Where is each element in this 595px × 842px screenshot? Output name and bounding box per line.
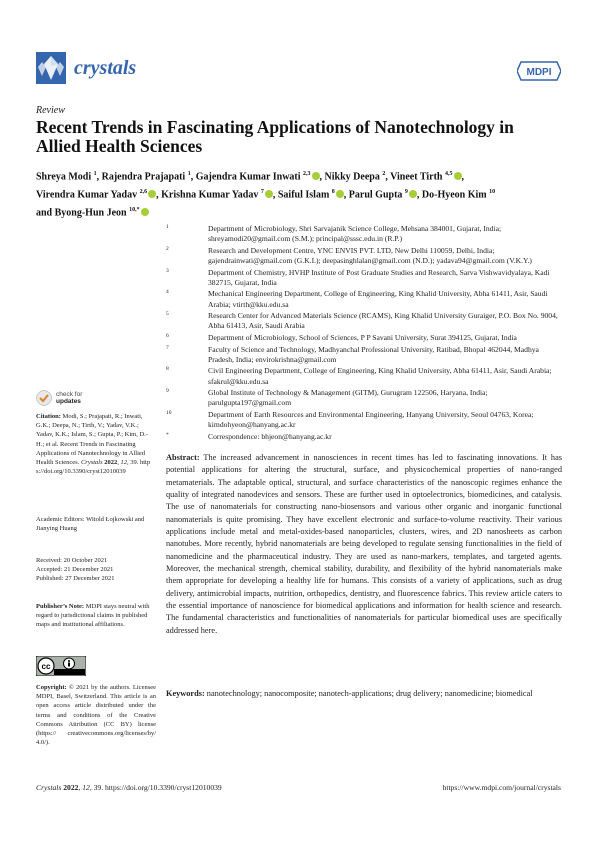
author-name: Virendra Kumar Yadav (36, 189, 138, 201)
affiliation-item (166, 366, 566, 386)
article-type: Review (36, 105, 65, 116)
affiliation-item (166, 289, 566, 309)
creative-commons-by-icon[interactable] (36, 656, 86, 676)
author-separator: , (461, 171, 464, 183)
check-for-updates-badge[interactable] (36, 390, 82, 406)
orcid-icon[interactable] (336, 190, 344, 198)
affiliation-item (166, 333, 566, 343)
author-separator: , (416, 189, 422, 201)
orcid-icon[interactable] (141, 208, 149, 216)
affiliation-number: 6 (166, 332, 169, 339)
author-separator: , (156, 189, 162, 201)
affiliation-number: 9 (166, 388, 169, 395)
author-name: Vineet Tirth (390, 171, 443, 183)
affiliation-number: 4 (166, 289, 169, 296)
affiliation-text: Research and Development Centre, YNC ENVIS PVT. LTD, New Delhi 110059, Delhi, India; gajendrainwati@gmail.com (G.K.I.); deepasinghlalan@gmail.com (N.D.); yadava94@gmail.com (V.K.Y.) (208, 245, 532, 265)
author-name: Nikky Deepa (324, 171, 380, 183)
author-name: Shreya Modi (36, 171, 92, 183)
affiliation-text: Research Center for Advanced Materials Science (RCAMS), King Khalid University Guraiger, P.O. Box No. 9004, Abha 61413, Asir, Saudi Arabia (208, 311, 558, 331)
copyright-text: © 2021 by the authors. Licensee MDPI, Basel, Switzerland. This article is an open access article distributed under the terms and conditions of the Creative Commons Attribution (CC BY) license (https:// creativecommons.org/licenses/by/ 4.0/). (36, 684, 156, 747)
affiliation-item (166, 311, 566, 331)
orcid-icon[interactable] (265, 190, 273, 198)
affiliation-number: 8 (166, 366, 169, 373)
affiliation-number: 2 (166, 245, 169, 252)
affiliation-item (166, 268, 566, 288)
affiliation-text: Civil Engineering Department, College of Engineering, King Khalid University, Abha 61411, Asir, Saudi Arabia; sfakrul@kku.edu.sa (208, 366, 552, 386)
affiliation-number: * (166, 431, 169, 438)
keywords (166, 688, 562, 700)
footer-journal-url[interactable]: https://www.mdpi.com/journal/crystals (442, 783, 561, 792)
svg-text:cc: cc (41, 662, 51, 671)
affiliation-text: Department of Microbiology, Shri Sarvajanik Science College, Mehsana 384001, Gujarat, India; shreyamodi20@gmail.com (S.M.); principal@sssc.edu.in (R.P.) (208, 224, 502, 244)
citation-authors: Modi, S.; Prajapati, R.; Inwati, G.K.; Deepa, N.; Tirth, V.; Yadav, V.K.; Yadav, K.K.; Islam, S.; Gupta, P.; Kim, D.-H.; et al. Recent Trends in Fascinating Applications of Nanotechnology in Allied Health Sciences. (36, 413, 148, 467)
article-title: Recent Trends in Fascinating Applications of Nanotechnology in Allied Health Sciences (36, 117, 514, 156)
orcid-icon[interactable] (312, 172, 320, 180)
author-affiliation-sup: 4,5 (445, 171, 453, 177)
affiliation-text: Global Institute of Technology & Management (GITM), Gurugram 122506, Haryana, India; parulgupta197@gmail.com (208, 388, 488, 408)
author-affiliation-sup: 10,* (129, 206, 140, 213)
author-affiliation-sup: 1 (93, 171, 97, 177)
author-name: Saiful Islam (277, 189, 330, 201)
citation-block: Citation: Modi, S.; Prajapati, R.; Inwati, G.K.; Deepa, N.; Tirth, V.; Yadav, V.K.; Yadav, K.K.; Islam, S.; Gupta, P.; Kim, D.-H.; et al. Recent Trends in Fascinating Applications of Nanotechnology in Allied Health Sciences. Crystals 2022, 12, 39. https://doi.org/10.3390/cryst12010039 (36, 413, 151, 476)
author-list (36, 167, 561, 220)
affiliation-text: Faculty of Science and Technology, Madhyanchal Professional University, Ratibad, Bhopal 462044, Madhya Pradesh, India; envirokrishna@gmail.com (208, 344, 539, 364)
abstract-text: The increased advancement in nanosciences in recent times has led to fascinating innovations. It has potential applications for altering the structural, surface, and physicochemical properties of nano-ranged metamaterials. The adaptable optical, structural, and surface characteristics of the nanoscopic regimes enhance the quality of integrated nanodevices and sensors. These are further used in optoelectronics, biomedicines, and catalysis. The use of nanomaterials for constructing nano-biosensors and various other organic and inorganic functional nanomaterials is quite promising. They have excellent electronic and surface-to-volume reactivity. Their various applications include metal and metal-oxides-based nanoparticles, clusters, wires, and 2D nanosheets as carbon nanotubes. More recently, hybrid nanomaterials are being developed to regulate sensing functionalities in the field of nanomedicine and the pharmaceutical industry. They are used as nano-markers, templates, and targeted agents. Moreover, the mechanical strength, chemical stability, durability, and flexibility of the hybrid nanomaterials make them appropriate for developing a healthy life for humans. This consists of a variety of applications, such as drug delivery, antimicrobial impacts, nutrition, orthopedics, dentistry, and fluorescence fabrics. This review article caters to the essential importance of nanoscience for biomedical applications and information for health science and research. The fundamental characteristics and functionalities of nanomaterials for particular biomedical uses are specifically addressed here. (166, 453, 562, 635)
publisher-note (36, 602, 156, 630)
journal-logo[interactable] (36, 52, 136, 84)
footer-journal: Crystals (36, 783, 62, 792)
author-name: Parul Gupta (348, 189, 403, 201)
author-name: Rajendra Prajapati (101, 171, 186, 183)
affiliation-item (166, 388, 566, 408)
keywords-label: Keywords: (166, 689, 205, 698)
footer-doi[interactable]: , 39. https://doi.org/10.3390/cryst12010039 (89, 783, 222, 792)
author-affiliation-sup: 9 (404, 188, 408, 195)
affiliation-text: Department of Microbiology, School of Sciences, P P Savani University, Surat 394125, Gujarat, India (208, 332, 517, 342)
affiliation-number: 7 (166, 344, 169, 351)
publisher-note-text: MDPI stays neutral with regard to jurisdictional claims in published maps and institutional affiliations. (36, 603, 150, 629)
accepted-date: Accepted: 21 December 2021 (36, 566, 114, 574)
affiliation-number: 5 (166, 311, 169, 318)
affiliation-number: 1 (166, 224, 169, 230)
author-separator: , (319, 171, 325, 183)
author-name: Gajendra Kumar Inwati (195, 171, 301, 183)
citation-label: Citation: (36, 413, 61, 420)
affiliation-text: Correspondence: bhjeon@hanyang.ac.kr (208, 431, 332, 441)
publisher-name: MDPI (526, 67, 552, 78)
keywords-text: nanotechnology; nanocomposite; nanotech-applications; drug delivery; nanomedicine; biomedical (206, 689, 533, 698)
author-separator: , (385, 171, 391, 183)
citation-year: 2022 (104, 459, 118, 467)
affiliation-number: 3 (166, 267, 169, 274)
editors-label: Academic Editors: (36, 516, 85, 523)
affiliation-text: Department of Earth Resources and Environmental Engineering, Hanyang University, Seoul 04763, Korea; kimdohyeon@hanyang.ac.kr (208, 409, 534, 430)
affiliation-text: Department of Chemistry, HVHP Institute of Post Graduate Studies and Research, Sarva Vishwavidyalaya, Kadi 382715, Gujarat, India (208, 267, 550, 287)
orcid-icon[interactable] (454, 172, 462, 180)
check-updates-line1: check for (56, 391, 83, 398)
orcid-icon[interactable] (409, 190, 417, 198)
author-name: Do-Hyeon Kim (421, 189, 487, 201)
copyright-label: Copyright: (36, 684, 67, 691)
affiliation-item (166, 224, 566, 244)
citation-volume: 12 (120, 459, 127, 467)
author-name: and Byong-Hun Jeon (36, 206, 127, 218)
affiliation-item (166, 410, 566, 430)
abstract (166, 452, 562, 637)
affiliation-item (166, 345, 566, 365)
citation-pages: , 39. (127, 459, 139, 467)
mdpi-logo[interactable] (517, 60, 561, 82)
academic-editors (36, 515, 156, 533)
author-affiliation-sup: 7 (260, 188, 264, 195)
abstract-label: Abstract: (166, 453, 200, 462)
affiliation-item (166, 246, 566, 266)
received-date: Received: 20 October 2021 (36, 557, 108, 564)
page-footer: Crystals 2022, 12, 39. https://doi.org/10.3390/cryst12010039 https://www.mdpi.com/journal/crystals (36, 783, 561, 792)
author-affiliation-sup: 2,6 (139, 188, 148, 195)
journal-name: crystals (74, 56, 137, 79)
affiliation-number: 10 (166, 409, 172, 416)
author-affiliation-sup: 1 (187, 171, 191, 177)
author-affiliation-sup: 8 (331, 188, 335, 195)
crystal-icon (36, 52, 66, 84)
orcid-icon[interactable] (148, 190, 156, 198)
footer-volume: 12 (82, 783, 90, 792)
author-affiliation-sup: 10 (489, 188, 496, 195)
citation-journal: Crystals (80, 459, 103, 467)
journal-header (36, 52, 561, 88)
citation-doi-link[interactable]: https://doi.org/10.3390/cryst12010039 (36, 459, 151, 476)
author-separator: , (272, 189, 278, 201)
affiliation-item (166, 432, 566, 442)
publication-dates (36, 556, 156, 584)
affiliation-list (166, 224, 566, 443)
copyright-notice (36, 683, 156, 747)
editors-names: Witold Łojkowski and Jianying Huang (36, 516, 145, 533)
author-separator: , (190, 171, 196, 183)
affiliation-text: Mechanical Engineering Department, College of Engineering, King Khalid University, Abha 61411, Asir, Saudi Arabia; vtirth@kku.edu.sa (208, 289, 548, 309)
author-separator: , (96, 171, 102, 183)
published-date: Published: 27 December 2021 (36, 575, 115, 583)
check-updates-line2: updates (56, 398, 81, 405)
check-updates-icon (36, 390, 52, 406)
publisher-note-label: Publisher’s Note: (36, 603, 85, 610)
author-affiliation-sup: 2 (382, 171, 386, 177)
author-affiliation-sup: 2,3 (303, 171, 311, 177)
author-separator: , (343, 189, 349, 201)
footer-year: 2022 (63, 783, 79, 792)
author-name: Krishna Kumar Yadav (161, 189, 259, 201)
